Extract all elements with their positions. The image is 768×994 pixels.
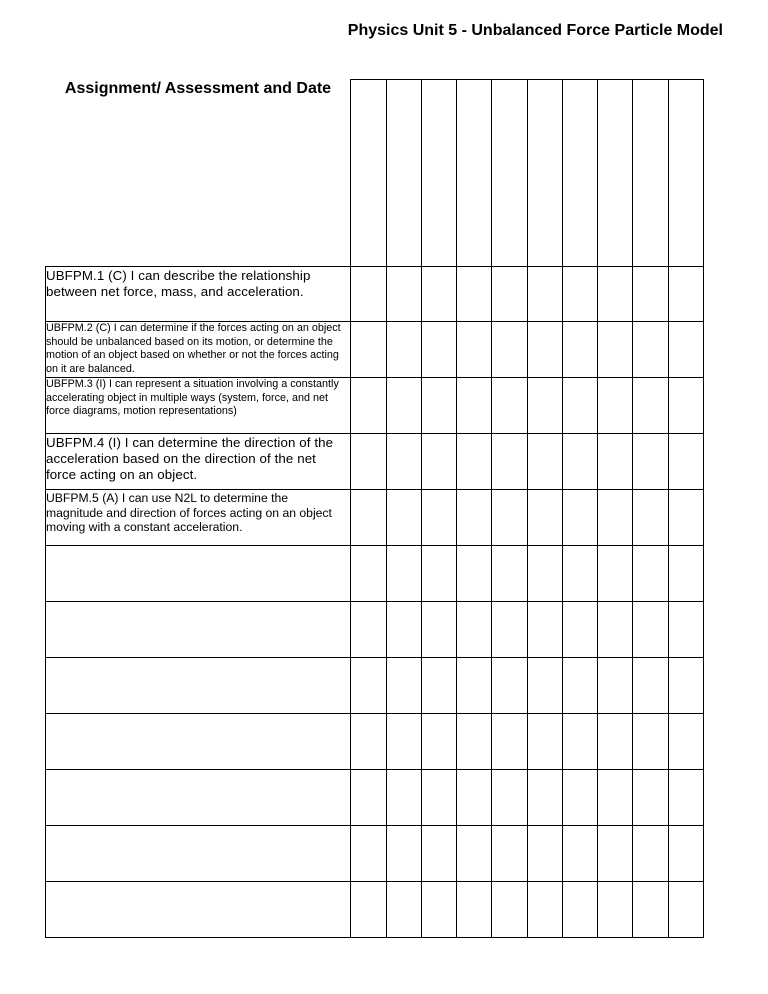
grid-line [703, 79, 704, 938]
standard-row-blank [46, 603, 348, 657]
grid-line [45, 825, 704, 826]
grid-line [45, 489, 704, 490]
grid-line [632, 79, 633, 938]
standard-row-blank [46, 715, 348, 769]
standard-row-blank [46, 827, 348, 881]
standard-ubfpm-4: UBFPM.4 (I) I can determine the direction of the acceleration based on the direction of the net force acting on an object. [46, 435, 334, 482]
standard-ubfpm-1: UBFPM.1 (C) I can describe the relationship between net force, mass, and acceleration. [46, 268, 311, 299]
standard-row-blank [46, 547, 348, 601]
page-title: Physics Unit 5 - Unbalanced Force Particle Model [347, 22, 723, 39]
grid-line [45, 545, 704, 546]
grid-line [45, 266, 704, 267]
grid-line [456, 79, 457, 938]
standard-row-blank [46, 659, 348, 713]
standard-ubfpm-3: UBFPM.3 (I) I can represent a situation involving a constantly accelerating object in multiple ways (system, force, and net force diagrams, motion representations) [46, 378, 339, 418]
grid-line [350, 79, 351, 938]
grid-line [45, 881, 704, 882]
grid-line [597, 79, 598, 938]
grid-line [668, 79, 669, 938]
standard-row-blank [46, 883, 348, 937]
grid-line [421, 79, 422, 938]
grid-line [527, 79, 528, 938]
grid-line [350, 79, 704, 80]
standard-row-blank [46, 771, 348, 825]
standard-ubfpm-5: UBFPM.5 (A) I can use N2L to determine the magnitude and direction of forces acting on an object moving with a constant acceleration. [46, 491, 332, 535]
assignment-header-label: Assignment/ Assessment and Date [64, 80, 332, 97]
grid-line [386, 79, 387, 938]
standard-ubfpm-2: UBFPM.2 (C) I can determine if the forces acting on an object should be unbalanced based on its motion, or determine the motion of an object based on whether or not the forces acting on it are balanced. [46, 322, 341, 375]
grid-line [45, 657, 704, 658]
grid-line [45, 937, 704, 938]
grid-line [562, 79, 563, 938]
grid-line [45, 713, 704, 714]
grid-line [45, 769, 704, 770]
grid-line [45, 433, 704, 434]
grid-line [491, 79, 492, 938]
grid-line [45, 601, 704, 602]
